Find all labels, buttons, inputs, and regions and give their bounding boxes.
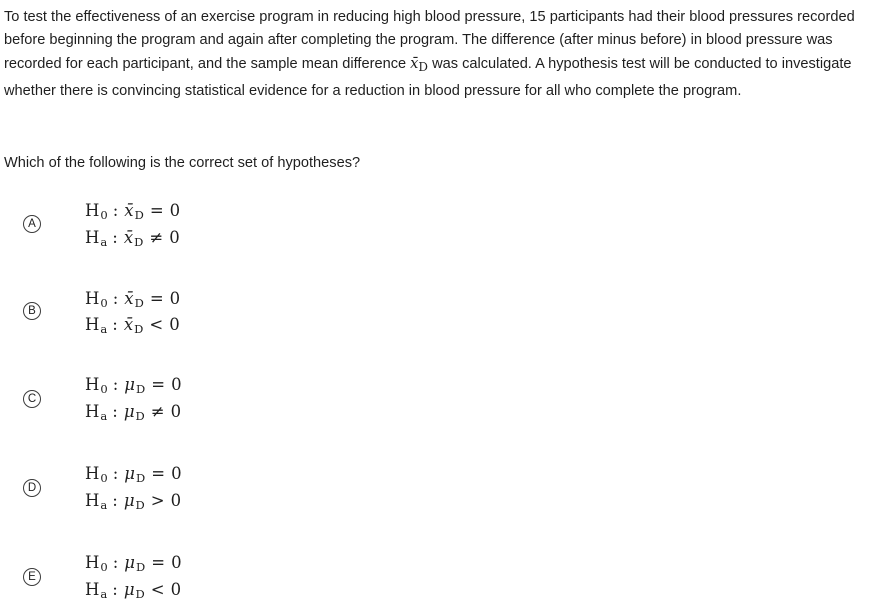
- choice-a-alt-hypothesis: Ha : x̄D ≠ 0: [85, 228, 180, 249]
- choice-a[interactable]: [0, 200, 896, 260]
- stem-stat-subscript: D: [418, 60, 429, 75]
- choice-a-bubble[interactable]: A: [23, 215, 41, 233]
- choice-a-null-hypothesis: H0 : x̄D = 0: [85, 201, 181, 222]
- choice-b[interactable]: [0, 288, 896, 348]
- choice-d-bubble[interactable]: D: [23, 479, 41, 497]
- choice-e-bubble[interactable]: E: [23, 568, 41, 586]
- question-prompt: Which of the following is the correct set of hypotheses?: [4, 155, 361, 171]
- choice-b-alt-hypothesis: Ha : x̄D < 0: [85, 315, 180, 336]
- choice-c-bubble[interactable]: C: [23, 390, 41, 408]
- question-stem: [4, 6, 890, 103]
- choice-d-alt-hypothesis: Ha : μD > 0: [85, 491, 182, 512]
- choice-d-null-hypothesis: H0 : μD = 0: [85, 464, 182, 485]
- choice-b-null-hypothesis: H0 : x̄D = 0: [85, 289, 181, 310]
- stem-text-part2: was calculated. A hypothesis test will be conducted to investigate whether there is convincing statistical evidence for a reduction in blood pressure for all who complete the program.: [4, 56, 852, 99]
- stem-text-part1: To test the effectiveness of an exercise program in reducing high blood pressure, 15 participants had their blood pressures recorded before beginning the program and again after completing the program. The difference (after minus before) in blood pressure was recorded for each participant, and the sample mean difference: [4, 9, 855, 73]
- choice-c-null-hypothesis: H0 : μD = 0: [85, 375, 182, 396]
- choice-e[interactable]: [0, 552, 896, 612]
- choice-d[interactable]: [0, 463, 896, 523]
- stem-stat-symbol: x̄: [410, 55, 419, 73]
- choice-e-null-hypothesis: H0 : μD = 0: [85, 553, 182, 574]
- choice-c-alt-hypothesis: Ha : μD ≠ 0: [85, 402, 182, 423]
- choice-c[interactable]: [0, 374, 896, 434]
- choice-e-alt-hypothesis: Ha : μD < 0: [85, 580, 182, 601]
- choice-b-bubble[interactable]: B: [23, 302, 41, 320]
